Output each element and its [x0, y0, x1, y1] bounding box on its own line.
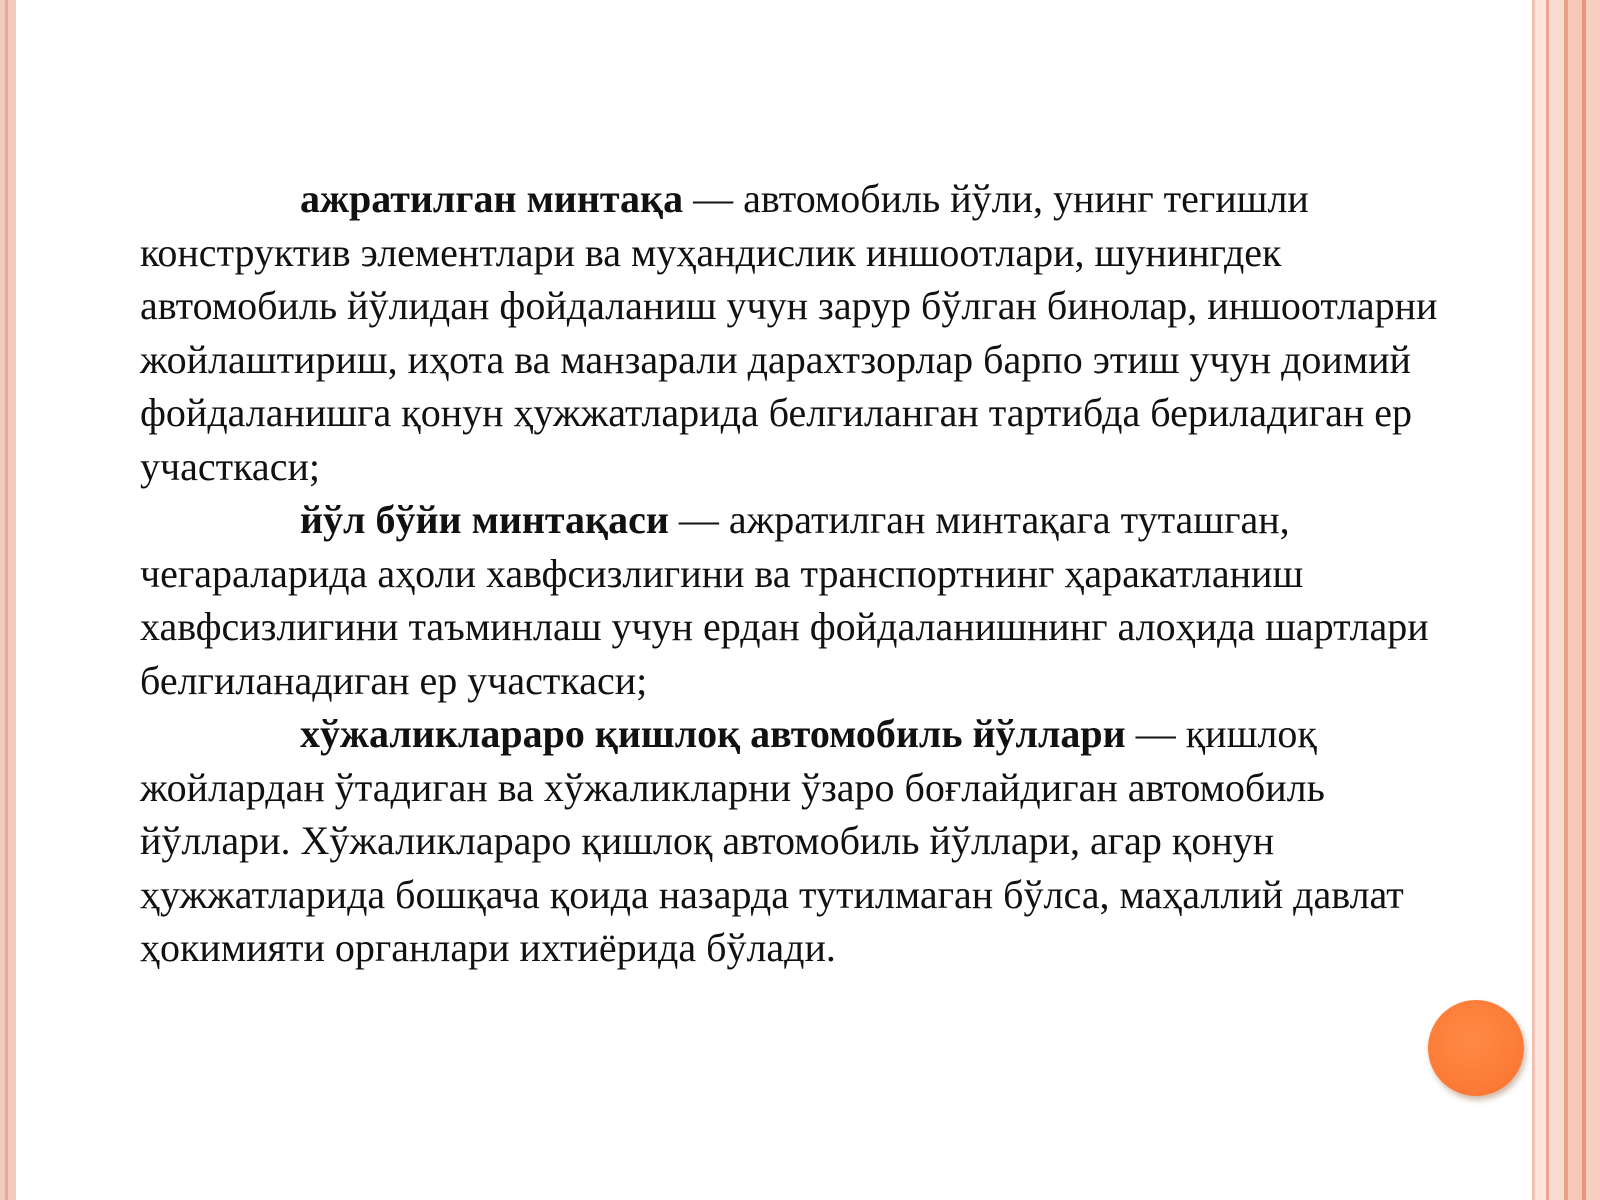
definition-paragraph — [140, 172, 1460, 493]
definition-text: — ажратилган минтақага туташган, чегараларида аҳоли хавфсизлигини ва транспортнинг ҳаракатланиш хавфсизлигини таъминлаш учун ердан фойдаланишнинг алоҳида шартлари белгиланадиган ер участкаси; — [140, 497, 1429, 703]
definition-term: хўжаликлараро қишлоқ автомобиль йўллари — [300, 711, 1126, 756]
definition-term: ажратилган минтақа — [300, 176, 684, 221]
right-decorative-stripes — [1524, 0, 1600, 1200]
definition-term: йўл бўйи минтақаси — [300, 497, 669, 542]
slide-body — [140, 172, 1460, 975]
definition-paragraph — [140, 493, 1460, 707]
definition-text: — автомобиль йўли, унинг тегишли конструктив элементлари ва муҳандислик иншоотлари, шунингдек автомобиль йўлидан фойдаланиш учун зарур бўлган бинолар, иншоотларни жойлаштириш, иҳота ва манзарали дарахтзорлар барпо этиш учун доимий фойдаланишга қонун ҳужжатларида белгиланган тартибда бериладиган ер участкаси; — [140, 176, 1438, 489]
orange-circle-decoration — [1428, 1000, 1524, 1096]
definition-paragraph — [140, 707, 1460, 975]
definition-text: — қишлоқ жойлардан ўтадиган ва хўжаликларни ўзаро боғлайдиган автомобиль йўллари. Хўжаликлараро қишлоқ автомобиль йўллари, агар қонун ҳужжатларида бошқача қоида назарда тутилмаган бўлса, маҳаллий давлат ҳокимияти органлари ихтиёрида бўлади. — [140, 711, 1404, 970]
left-decorative-border — [0, 0, 16, 1200]
